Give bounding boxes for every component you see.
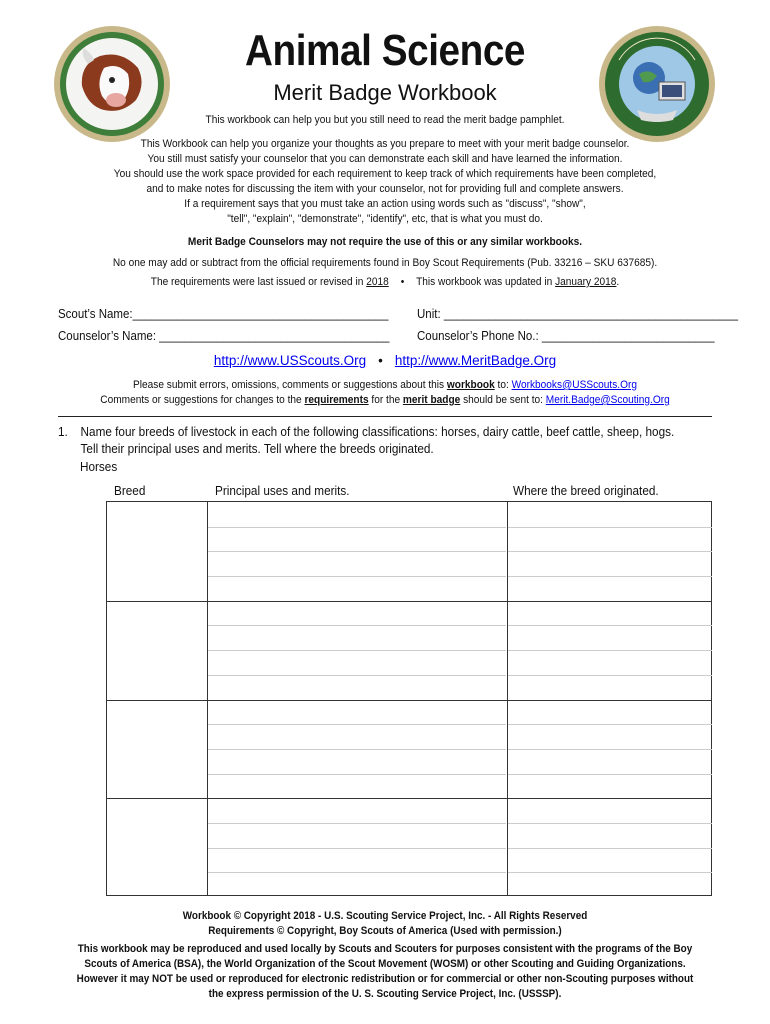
counselor-name-field[interactable]: Counselor’s Name: ____________________________________ (58, 329, 390, 343)
updated-date: January 2018 (555, 276, 617, 288)
writing-line (208, 774, 506, 775)
writing-line (508, 576, 712, 577)
table-column-divider (207, 502, 208, 895)
submit-line: Comments or suggestions for changes to the requirements for the merit badge should be sent to: Merit.Badge@Scouting.Org (100, 394, 670, 406)
table-row-divider (107, 601, 711, 602)
writing-line (208, 749, 506, 750)
writing-line (208, 625, 506, 626)
writing-line (208, 650, 506, 651)
writing-line (208, 675, 506, 676)
table-row-divider (107, 798, 711, 799)
writing-line (508, 774, 712, 775)
intro-paragraph-line: If a requirement says that you must take an action using words such as "discuss", "show", (184, 198, 586, 210)
intro-paragraph-line: You still must satisfy your counselor that you can demonstrate each skill and have learned the information. (147, 153, 623, 165)
writing-line (208, 848, 506, 849)
breeds-table[interactable] (106, 501, 712, 896)
writing-line (208, 527, 506, 528)
counselor-phone-field[interactable]: Counselor’s Phone No.: ___________________________ (417, 329, 715, 343)
intro-paragraph-line: This Workbook can help you organize your thoughts as you prepare to meet with your merit badge counselor. (140, 138, 630, 150)
writing-line (508, 551, 712, 552)
submit-line: Please submit errors, omissions, comments or suggestions about this workbook to: Workbooks@USScouts.Org (133, 379, 637, 391)
writing-line (508, 872, 712, 873)
links-row: http://www.USScouts.Org • http://www.MeritBadge.Org (213, 353, 557, 368)
writing-line (508, 650, 712, 651)
counselor-note: Merit Badge Counselors may not require the use of this or any similar workbooks. (187, 236, 583, 248)
usscouts-link[interactable]: http://www.USScouts.Org (213, 353, 367, 368)
usage-line: Scouts of America (BSA), the World Organization of the Scout Movement (WOSM) or other Scouting and Guiding Organizations. (84, 958, 686, 970)
writing-line (208, 872, 506, 873)
usage-line: This workbook may be reproduced and used locally by Scouts and Scouters for purposes consistent with the programs of the Boy (77, 943, 693, 955)
requirement-text: Name four breeds of livestock in each of the following classifications: horses, dairy cattle, beef cattle, sheep, hogs. Tell their principal uses and merits. Tell where the breeds originated. (80, 425, 675, 456)
workbooks-email-link[interactable]: Workbooks@USScouts.Org (511, 379, 637, 391)
writing-line (508, 823, 712, 824)
intro-line: This workbook can help you but you still need to read the merit badge pamphlet. (205, 114, 565, 126)
writing-line (508, 724, 712, 725)
writing-line (208, 576, 506, 577)
writing-line (508, 625, 712, 626)
requirement-number: 1. (58, 425, 68, 439)
usage-line: However it may NOT be used or reproduced for electronic redistribution or for commercial or other non-Scouting purposes without (76, 973, 694, 985)
writing-line (208, 551, 506, 552)
requirement-1 (58, 424, 678, 458)
section-divider (58, 416, 712, 417)
writing-line (208, 724, 506, 725)
table-column-divider (507, 502, 508, 895)
unit-field[interactable]: Unit: ______________________________________________ (417, 307, 739, 321)
copyright-line: Workbook © Copyright 2018 - U.S. Scouting Service Project, Inc. - All Rights Reserved (182, 910, 588, 922)
writing-line (208, 823, 506, 824)
intro-paragraph-line: "tell", "explain", "demonstrate", "identify", etc, that is what you must do. (227, 213, 543, 225)
issued-year: 2018 (366, 276, 389, 288)
column-header-origin: Where the breed originated. (513, 484, 659, 498)
section-label: Horses (80, 460, 118, 474)
copyright-line: Requirements © Copyright, Boy Scouts of America (Used with permission.) (208, 925, 562, 937)
table-row-divider (107, 700, 711, 701)
merit-badge-email-link[interactable]: Merit.Badge@Scouting.Org (545, 394, 670, 406)
usage-line: the express permission of the U. S. Scouting Service Project, Inc. (USSSP). (208, 988, 562, 1000)
intro-paragraph-line: You should use the work space provided for each requirement to keep track of which requirements have been completed, (113, 168, 657, 180)
column-header-uses: Principal uses and merits. (215, 484, 350, 498)
writing-line (508, 749, 712, 750)
revision-line: The requirements were last issued or revised in 2018 • This workbook was updated in January 2018. (150, 276, 620, 288)
page-title: Animal Science (244, 26, 526, 75)
writing-line (508, 527, 712, 528)
page-subtitle: Merit Badge Workbook (273, 80, 497, 105)
meritbadge-link[interactable]: http://www.MeritBadge.Org (394, 353, 557, 368)
writing-line (508, 848, 712, 849)
column-header-breed: Breed (114, 484, 146, 498)
writing-line (508, 675, 712, 676)
official-requirements-note: No one may add or subtract from the official requirements found in Boy Scout Requirements (Pub. 33216 – SKU 637685). (112, 257, 658, 269)
scout-name-field[interactable]: Scout’s Name:________________________________________ (58, 307, 389, 321)
intro-paragraph-line: and to make notes for discussing the item with your counselor, not for providing full and complete answers. (146, 183, 624, 195)
